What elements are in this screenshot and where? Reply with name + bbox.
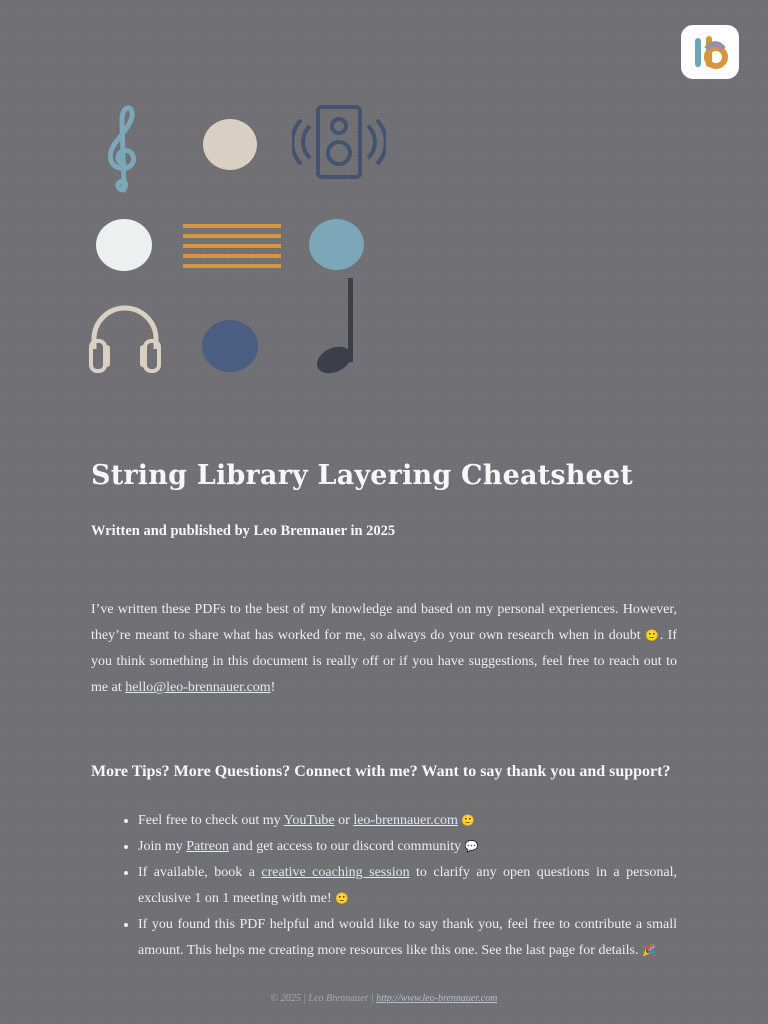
footer-text: © 2025 | Leo Brennauer | xyxy=(270,993,377,1004)
speech-bubble-icon: 💬 xyxy=(464,840,479,853)
white-circle-icon xyxy=(96,219,152,271)
list-item xyxy=(138,808,677,834)
headphones-icon xyxy=(88,303,162,373)
footer xyxy=(0,993,768,1004)
icon-grid xyxy=(0,0,420,400)
smile-emoji-icon: 🙂 xyxy=(335,892,349,905)
footer-website-link[interactable]: http://www.leo-brennauer.com xyxy=(376,993,498,1004)
logo-icon xyxy=(681,25,739,79)
tips-list xyxy=(112,808,677,964)
tip3-text: If available, book a xyxy=(138,865,262,880)
intro-text-1: I’ve written these PDFs to the best of my knowledge and based on my personal experiences. However, they’re meant to share what has worked for me, so always do your own research when in doubt xyxy=(91,602,677,643)
tip1-text: Feel free to check out my xyxy=(138,813,284,828)
smile-emoji-icon: 🙂 xyxy=(461,814,476,827)
navy-circle-icon xyxy=(202,320,258,372)
tip4-text: If you found this PDF helpful and would like to say thank you, feel free to contribute a small amount. This helps me creating more resources like this one. See the last page for details. xyxy=(138,917,677,958)
page-title: String Library Layering Cheatsheet xyxy=(91,460,633,491)
byline: Written and published by Leo Brennauer in 2025 xyxy=(91,523,396,539)
treble-clef-icon xyxy=(100,100,148,196)
intro-text-3: ! xyxy=(270,680,276,695)
list-item xyxy=(138,912,677,964)
teal-circle-icon xyxy=(309,219,364,270)
smile-emoji-icon: 🙂 xyxy=(645,629,660,642)
tip2-text: Join my xyxy=(138,839,187,854)
youtube-link[interactable]: YouTube xyxy=(283,813,335,828)
beige-circle-icon xyxy=(203,119,257,170)
email-link[interactable]: hello@leo-brennauer.com xyxy=(125,680,271,695)
list-item xyxy=(138,834,677,860)
speaker-icon xyxy=(292,104,386,180)
quarter-note-icon xyxy=(314,278,356,376)
patreon-link[interactable]: Patreon xyxy=(186,839,229,854)
intro-text-2: . If you think something in this document is really off or if you have suggestions, feel free to reach out to me at xyxy=(91,628,677,695)
intro-paragraph xyxy=(91,597,677,701)
website-link[interactable]: leo-brennauer.com xyxy=(353,813,458,828)
section-heading: More Tips? More Questions? Connect with me? Want to say thank you and support? xyxy=(91,763,671,780)
tip1-mid: or xyxy=(334,813,354,828)
staff-lines-icon xyxy=(183,222,281,270)
coaching-session-link[interactable]: creative coaching session xyxy=(261,865,410,880)
tip2-suffix: and get access to our discord community xyxy=(229,839,465,854)
list-item xyxy=(138,860,677,912)
tip3-suffix: to clarify any open questions in a personal, exclusive 1 on 1 meeting with me! xyxy=(138,865,677,906)
party-emoji-icon: 🎉 xyxy=(642,944,656,957)
